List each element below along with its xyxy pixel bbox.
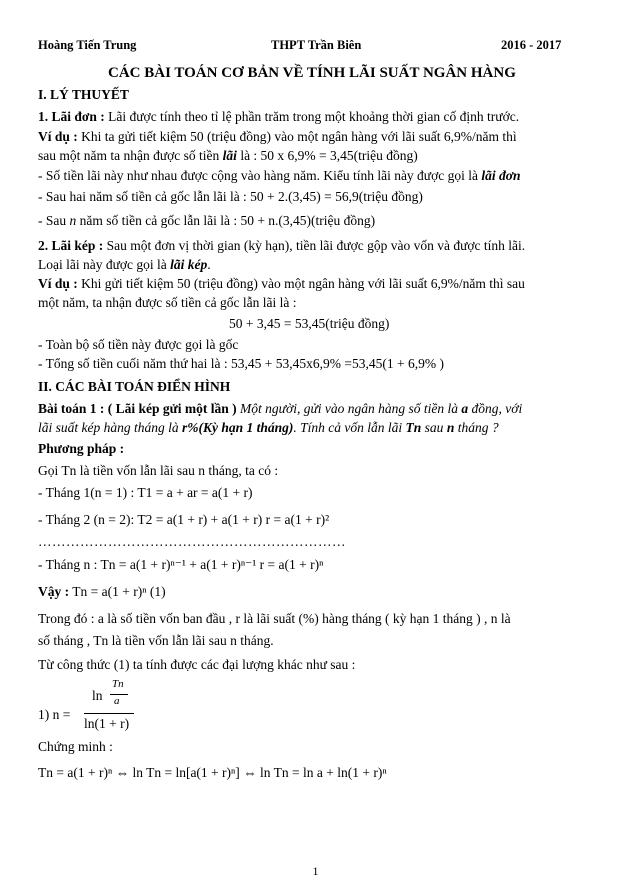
formula1-main-bar bbox=[84, 713, 134, 714]
compound-interest-name bbox=[38, 256, 211, 273]
problem1-label: Bài toán 1 : ( Lãi kép gửi một lần ) bbox=[38, 401, 237, 416]
example1-line1 bbox=[38, 128, 517, 145]
example1-text: Khi ta gửi tiết kiệm 50 (triệu đồng) vào một ngân hàng với lãi suất 6,9%/năm thì bbox=[77, 129, 517, 144]
problem1-rate-text: lãi suất kép hàng tháng là bbox=[38, 420, 182, 435]
problem1-after: sau bbox=[421, 420, 447, 435]
header-author: Hoàng Tiến Trung bbox=[38, 38, 137, 52]
problem1-line2 bbox=[38, 419, 499, 436]
simple-interest-note bbox=[38, 167, 521, 184]
problem1-rate: r%(Kỳ hạn 1 tháng) bbox=[182, 420, 294, 435]
problem1-text2: đồng, với bbox=[468, 401, 523, 416]
example1-line2-text: sau một năm ta nhận được số tiền bbox=[38, 148, 223, 163]
conclusion-formula: Tn = a(1 + r)ⁿ (1) bbox=[69, 584, 166, 599]
problem1-text: Một người, gửi vào ngân hàng số tiền là bbox=[236, 401, 462, 416]
problem1-months: tháng ? bbox=[454, 420, 499, 435]
conclusion bbox=[38, 583, 166, 600]
derive-intro: Từ công thức (1) ta tính được các đại lượng khác như sau : bbox=[38, 657, 356, 672]
section-heading-problems: II. CÁC BÀI TOÁN ĐIỂN HÌNH bbox=[38, 379, 231, 394]
simple-n-var: n bbox=[69, 213, 77, 228]
compound-interest-text: Sau một đơn vị thời gian (kỳ hạn), tiền lãi được gộp vào vốn và được tính lãi. bbox=[103, 238, 526, 253]
example2-text: Khi gửi tiết kiệm 50 (triệu đồng) vào một ngân hàng với lãi suất 6,9%/năm thì sau bbox=[77, 276, 525, 291]
simple-note-text: - Số tiền lãi này như nhau được cộng vào hàng năm. Kiểu tính lãi này được gọi là bbox=[38, 168, 482, 183]
method-intro: Gọi Tn là tiền vốn lẫn lãi sau n tháng, ta có : bbox=[38, 463, 279, 478]
formula1-inner-top: Tn bbox=[112, 678, 124, 690]
problem1-var-a: a bbox=[461, 401, 469, 416]
compound-interest-label: 2. Lãi kép : bbox=[38, 238, 104, 253]
example1-line2-emph: lãi bbox=[222, 148, 237, 163]
simple-two-years: - Sau hai năm số tiền cả gốc lẫn lãi là : 50 + 2.(3,45) = 56,9(triệu đồng) bbox=[38, 189, 423, 204]
simple-note-term: lãi đơn bbox=[481, 168, 521, 183]
simple-n-text: năm số tiền cả gốc lẫn lãi là : 50 + n.(3,45)(triệu đồng) bbox=[76, 213, 376, 228]
formula1-label: 1) n = bbox=[38, 707, 71, 722]
page-title: CÁC BÀI TOÁN CƠ BẢN VỀ TÍNH LÃI SUẤT NGÂN HÀNG bbox=[108, 65, 516, 81]
example2-line2: một năm, ta nhận được số tiền cả gốc lẫn lãi là : bbox=[38, 295, 297, 310]
method-heading: Phương pháp : bbox=[38, 441, 125, 456]
example2-line1 bbox=[38, 275, 525, 292]
compound-name-text: Loại lãi này được gọi là bbox=[38, 257, 171, 272]
compound-interest-def bbox=[38, 237, 525, 254]
ellipsis-line: ………………………………………………………… bbox=[38, 534, 346, 549]
simple-n-prefix: - Sau bbox=[38, 213, 70, 228]
where-line2: số tháng , Tn là tiền vốn lẫn lãi sau n tháng. bbox=[38, 633, 274, 648]
month2-formula: - Tháng 2 (n = 2): T2 = a(1 + r) + a(1 + r) r = a(1 + r)² bbox=[38, 512, 330, 527]
example1-line2 bbox=[38, 147, 418, 164]
conclusion-label: Vậy : bbox=[38, 584, 70, 599]
simple-interest-label: 1. Lãi đơn : bbox=[38, 109, 105, 124]
month-n-formula: - Tháng n : Tn = a(1 + r)ⁿ⁻¹ + a(1 + r)ⁿ⁻¹ r = a(1 + r)ⁿ bbox=[38, 557, 324, 572]
simple-interest-def bbox=[38, 108, 519, 125]
example2-label: Ví dụ : bbox=[38, 276, 78, 291]
header-school: THPT Trần Biên bbox=[271, 38, 362, 52]
principal-note: - Toàn bộ số tiền này được gọi là gốc bbox=[38, 337, 239, 352]
simple-interest-text: Lãi được tính theo tỉ lệ phần trăm trong một khoảng thời gian cố định trước. bbox=[104, 109, 520, 124]
header-year: 2016 - 2017 bbox=[501, 38, 562, 52]
problem1-tn: Tn bbox=[405, 420, 422, 435]
example1-label: Ví dụ : bbox=[38, 129, 78, 144]
formula1-inner-bottom: a bbox=[114, 695, 120, 707]
problem1-n: n bbox=[446, 420, 455, 435]
proof-equation: Tn = a(1 + r)ⁿ ⇔ ln Tn = ln[a(1 + r)ⁿ] ⇔ ln Tn = ln a + ln(1 + r)ⁿ bbox=[38, 765, 387, 780]
section-heading-theory: I. LÝ THUYẾT bbox=[38, 87, 129, 102]
problem1-line1 bbox=[38, 400, 522, 417]
proof-heading: Chứng minh : bbox=[38, 739, 113, 754]
formula1-denominator: ln(1 + r) bbox=[84, 716, 130, 731]
problem1-ask: . Tính cả vốn lẫn lãi bbox=[293, 420, 406, 435]
simple-n-years bbox=[38, 212, 375, 229]
month1-formula: - Tháng 1(n = 1) : T1 = a + ar = a(1 + r) bbox=[38, 485, 253, 500]
where-line1: Trong đó : a là số tiền vốn ban đầu , r là lãi suất (%) hàng tháng ( kỳ hạn 1 tháng ) , n là bbox=[38, 611, 511, 626]
compound-name-dot: . bbox=[207, 257, 211, 272]
page-number: 1 bbox=[312, 864, 319, 878]
formula1-numerator-ln: ln bbox=[92, 688, 103, 703]
example1-line2-calc: là : 50 x 6,9% = 3,45(triệu đồng) bbox=[236, 148, 418, 163]
example2-formula: 50 + 3,45 = 53,45(triệu đồng) bbox=[229, 316, 390, 331]
second-year-total: - Tổng số tiền cuối năm thứ hai là : 53,45 + 53,45x6,9% =53,45(1 + 6,9% ) bbox=[38, 356, 444, 371]
compound-name-term: lãi kép bbox=[170, 257, 208, 272]
